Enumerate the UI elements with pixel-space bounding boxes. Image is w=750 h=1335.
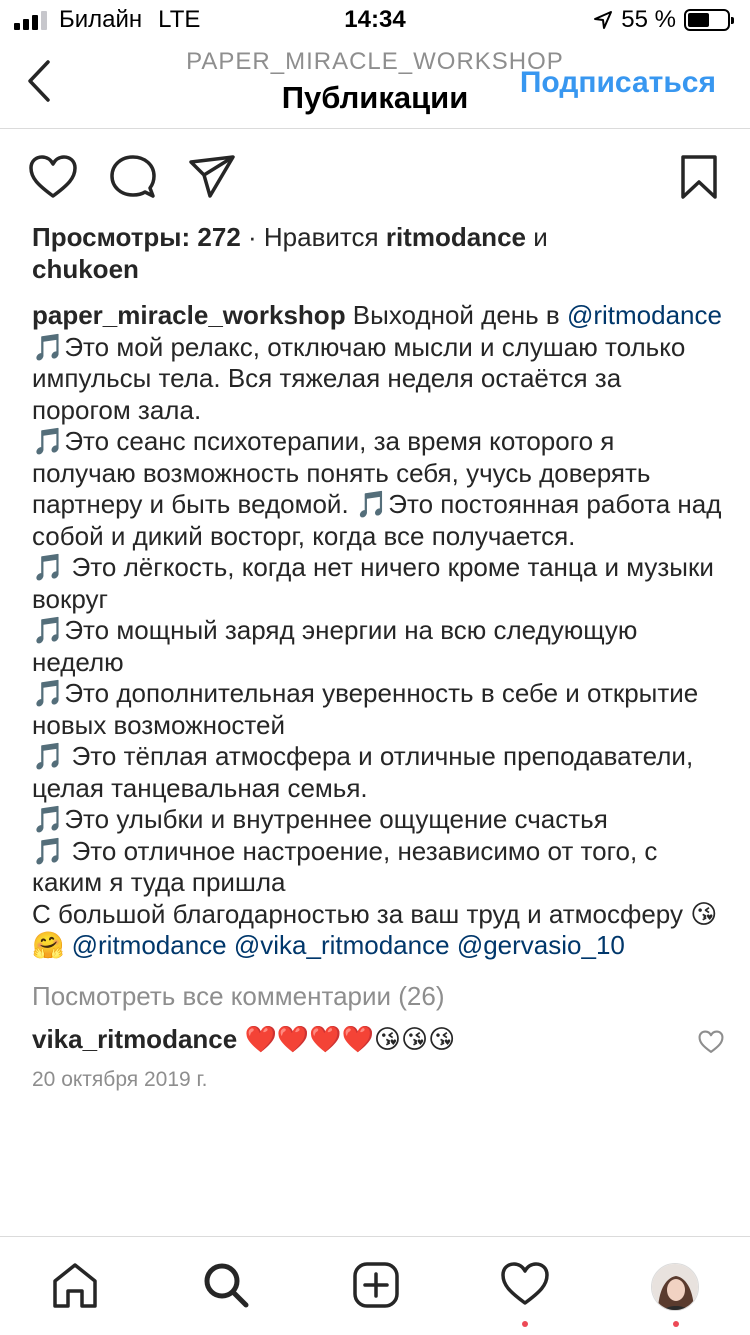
share-button[interactable]	[188, 154, 236, 205]
caption-line: 🎵Это сеанс психотерапии, за время которого я получаю возможность понять себя, учусь доверять партнеру и быть ведомой. 🎵Это постоянная работа над собой и дикий восторг, когда все получается.	[32, 426, 722, 551]
tab-activity[interactable]	[500, 1261, 550, 1312]
activity-notification-dot	[522, 1321, 528, 1327]
bookmark-icon	[680, 154, 718, 200]
caption-mention-ritmodance-2[interactable]: @ritmodance	[71, 930, 227, 960]
tab-profile[interactable]	[651, 1263, 699, 1311]
caption-intro: Выходной день в	[345, 300, 567, 330]
likes-prefix: Нравится	[263, 222, 386, 252]
page-title: Публикации	[281, 80, 469, 115]
comment-button[interactable]	[110, 154, 156, 205]
tab-new-post[interactable]	[352, 1261, 400, 1314]
tab-search[interactable]	[202, 1261, 250, 1314]
caption-line: С большой благодарностью за ваш труд и атмосферу 😘🤗	[32, 898, 718, 960]
caption-line: 🎵 Это тёплая атмосфера и отличные преподаватели, целая танцевальная семья.	[32, 741, 694, 803]
status-right	[593, 6, 730, 34]
post-actions	[0, 150, 750, 206]
caption-mention-gervasio[interactable]: @gervasio_10	[456, 930, 625, 960]
post-caption	[32, 300, 722, 962]
add-post-icon	[352, 1261, 400, 1309]
heart-outline-icon	[28, 154, 78, 200]
like-button[interactable]	[28, 154, 78, 205]
tab-bar	[0, 1236, 750, 1335]
battery-fill	[688, 13, 709, 27]
nav-account-name: PAPER_MIRACLE_WORKSHOP	[186, 48, 564, 75]
views-count[interactable]: Просмотры: 272	[32, 222, 241, 252]
caption-mention-ritmodance[interactable]: @ritmodance	[566, 300, 722, 330]
status-time: 14:34	[344, 6, 406, 33]
save-button[interactable]	[680, 154, 718, 205]
navigation-bar	[0, 40, 750, 129]
home-icon	[50, 1261, 100, 1309]
back-button[interactable]	[22, 56, 62, 106]
caption-line: 🎵Это мой релакс, отключаю мысли и слушаю только импульсы тела. Вся тяжелая неделя остаётся за порогом зала.	[32, 331, 686, 425]
activity-heart-icon	[500, 1261, 550, 1307]
post-date: 20 октября 2019 г.	[32, 1067, 208, 1091]
profile-avatar	[652, 1264, 699, 1311]
caption-author[interactable]: paper_miracle_workshop	[32, 300, 346, 330]
tab-home[interactable]	[50, 1261, 100, 1314]
caption-line: 🎵Это мощный заряд энергии на всю следующую неделю	[32, 615, 638, 677]
battery-icon	[684, 9, 730, 31]
comment-row	[32, 1024, 722, 1056]
views-likes-line	[32, 222, 722, 285]
carrier-name: Билайн	[59, 6, 143, 33]
view-all-comments-link[interactable]: Посмотреть все комментарии (26)	[32, 980, 445, 1011]
profile-notification-dot	[673, 1321, 679, 1327]
caption-line: 🎵 Это лёгкость, когда нет ничего кроме танца и музыки вокруг	[32, 552, 714, 614]
comment-author[interactable]: vika_ritmodance	[32, 1024, 238, 1054]
comment-like-button[interactable]	[698, 1030, 724, 1062]
network-type: LTE	[158, 6, 201, 33]
comment-text: ❤️❤️❤️❤️😘😘😘	[237, 1024, 456, 1054]
caption-line: 🎵Это дополнительная уверенность в себе и открытие новых возможностей	[32, 678, 699, 740]
likes-and: и	[526, 222, 548, 252]
heart-outline-icon	[698, 1030, 724, 1054]
caption-line: 🎵 Это отличное настроение, независимо от того, с каким я туда пришла	[32, 835, 658, 897]
views-separator: ·	[240, 222, 264, 252]
location-arrow-icon	[593, 10, 613, 30]
post-body	[32, 222, 722, 1095]
status-bar	[0, 0, 750, 40]
paper-plane-icon	[188, 154, 236, 200]
battery-percent: 55 %	[621, 6, 676, 33]
speech-bubble-icon	[110, 154, 156, 200]
likes-user-1[interactable]: ritmodance	[385, 222, 526, 252]
search-icon	[202, 1261, 250, 1309]
likes-user-2[interactable]: chukoen	[32, 253, 139, 284]
caption-line: 🎵Это улыбки и внутреннее ощущение счастья	[32, 804, 608, 834]
chevron-left-icon	[22, 56, 62, 106]
follow-button[interactable]: Подписаться	[519, 66, 716, 99]
caption-mention-vika-ritmodance[interactable]: @vika_ritmodance	[233, 930, 450, 960]
